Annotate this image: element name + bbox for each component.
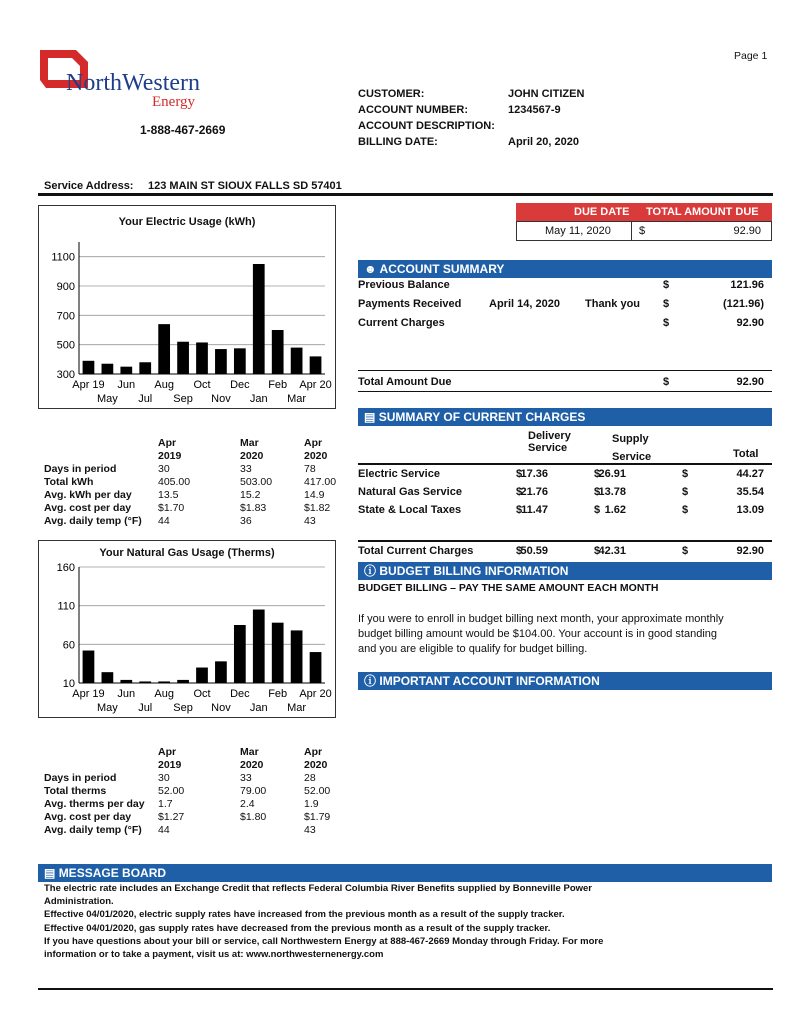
cell-value: 2020 — [240, 758, 264, 771]
page-number: Page 1 — [734, 50, 768, 62]
cell-value: 44 — [158, 823, 170, 836]
electric-usage-chart — [38, 205, 336, 409]
bar-apr-20 — [310, 652, 322, 683]
bar-sep — [177, 680, 189, 683]
bar-mar — [291, 630, 303, 683]
cell-value: $1.80 — [240, 810, 267, 823]
electric-usage-table — [42, 436, 366, 527]
due-values: May 11, 2020 $ 92.90 — [516, 221, 772, 241]
brand-phone: 1-888-467-2669 — [140, 123, 226, 137]
bar-nov — [215, 661, 227, 683]
y-tick-label: 60 — [62, 639, 75, 652]
info-icon: ⓘ — [364, 564, 377, 578]
charge-cell: 1.62 — [604, 504, 626, 516]
charge-row — [358, 504, 772, 522]
charge-cell: $ — [594, 486, 601, 498]
account-summary-header: ☻ ACCOUNT SUMMARY — [358, 260, 772, 278]
cell-value: $1.83 — [240, 501, 267, 514]
y-tick-label: 500 — [56, 339, 75, 352]
x-tick-label: Mar — [287, 393, 307, 405]
account-summary-cell: 121.96 — [730, 279, 764, 291]
table-row — [42, 462, 366, 475]
table-header-row — [42, 449, 366, 462]
y-tick-label: 1100 — [51, 251, 75, 264]
brand-name: NorthWestern — [66, 70, 201, 96]
service-address-value: 123 MAIN ST SIOUX FALLS SD 57401 — [148, 180, 342, 192]
cell-value: 78 — [304, 462, 316, 475]
row-label — [42, 436, 156, 449]
bar-sep — [177, 342, 189, 374]
y-tick-label: 160 — [56, 562, 75, 574]
cell-value: 43 — [304, 514, 316, 527]
charge-cell: Natural Gas Service — [358, 486, 462, 498]
table-row — [42, 797, 366, 810]
document-icon: ▤ — [364, 410, 376, 424]
charge-cell: 35.54 — [736, 486, 764, 498]
charge-cell: $ — [516, 486, 523, 498]
row-label: Avg. daily temp (°F) — [44, 823, 142, 836]
x-tick-label: Dec — [230, 688, 250, 700]
account-summary-cell: Current Charges — [358, 317, 445, 329]
charge-cell: $ — [594, 468, 601, 480]
row-label: Days in period — [44, 771, 117, 784]
charge-cell: 17.36 — [520, 468, 548, 480]
x-tick-label: Apr 19 — [72, 688, 105, 700]
x-tick-label: Nov — [211, 393, 231, 405]
x-tick-label: Apr 20 — [299, 688, 332, 700]
cell-value: 417.00 — [304, 475, 337, 488]
cell-value: $1.79 — [304, 810, 331, 823]
x-tick-label: Feb — [268, 688, 288, 700]
account-summary-cell: $ — [663, 298, 670, 310]
cell-value — [238, 823, 302, 836]
table-row — [42, 771, 366, 784]
table-header-row — [42, 436, 366, 449]
budget-text: If you were to enroll in budget billing next month, your approximate monthly budget billing amount would be $104.00. Your account is in good standing and you are eligible to qualify for budget billing. — [358, 613, 724, 655]
table-row — [42, 784, 366, 797]
account-summary-row — [358, 298, 772, 317]
x-tick-label: Aug — [154, 379, 174, 391]
cell-value: 2019 — [158, 449, 182, 462]
cell-value: 1.9 — [304, 797, 319, 810]
current-charges-header: ▤ SUMMARY OF CURRENT CHARGES — [358, 408, 772, 426]
cell-value: Mar — [240, 436, 259, 449]
x-tick-label: Oct — [193, 379, 211, 391]
charge-cell: $ — [682, 468, 689, 480]
bar-may — [102, 364, 114, 374]
cell-value: Apr — [304, 436, 323, 449]
x-tick-label: Apr 20 — [299, 379, 332, 391]
charge-row — [358, 486, 772, 504]
electric-chart-plot — [39, 206, 335, 408]
account-summary-row — [358, 279, 772, 298]
bar-jan — [253, 610, 265, 683]
bar-jul — [139, 362, 151, 374]
cell-value: Apr — [158, 745, 177, 758]
cell-value: Apr — [158, 436, 177, 449]
cell-value: 33 — [240, 462, 252, 475]
x-tick-label: Apr 19 — [72, 379, 105, 391]
total-amount-due-row: Total Amount Due $ 92.90 — [358, 376, 764, 388]
brand-subname: Energy — [152, 94, 196, 110]
x-tick-label: Oct — [193, 688, 211, 700]
x-tick-label: Jul — [138, 702, 153, 714]
bar-jun — [120, 680, 132, 683]
gas-chart-title: Your Natural Gas Usage (Therms) — [99, 547, 275, 559]
x-tick-label: May — [96, 393, 118, 405]
bar-mar — [291, 348, 303, 374]
charge-cell: Electric Service — [358, 468, 440, 480]
cell-value: Mar — [240, 745, 259, 758]
charge-cell: State & Local Taxes — [358, 504, 462, 516]
x-tick-label: Jan — [249, 393, 268, 405]
message-board-header: ▤ MESSAGE BOARD — [38, 864, 772, 882]
charge-cell: 13.78 — [598, 486, 626, 498]
cell-value: 2020 — [304, 449, 328, 462]
x-tick-label: Jul — [138, 393, 153, 405]
account-summary-rows — [358, 279, 772, 336]
service-address-label: Service Address: — [44, 180, 134, 192]
account-summary-cell: Payments Received — [358, 298, 462, 310]
y-tick-label: 300 — [56, 369, 75, 381]
info-icon: ⓘ — [364, 674, 377, 688]
row-label: Days in period — [44, 462, 117, 475]
y-tick-label: 900 — [56, 281, 75, 293]
account-summary-row — [358, 317, 772, 336]
table-row — [42, 810, 366, 823]
bar-apr-20 — [310, 356, 322, 374]
row-label — [42, 449, 156, 462]
cell-value: $1.82 — [304, 501, 331, 514]
delivery-service-header: Delivery Service — [528, 430, 571, 454]
cell-value: $1.70 — [158, 501, 185, 514]
user-icon: ☻ — [364, 262, 377, 276]
charge-cell: 44.27 — [736, 468, 764, 480]
y-tick-label: 700 — [56, 310, 75, 323]
table-row — [42, 514, 366, 527]
cell-value: 2019 — [158, 758, 182, 771]
cell-value: 52.00 — [158, 784, 185, 797]
account-summary-cell: $ — [663, 317, 670, 329]
bar-nov — [215, 349, 227, 374]
cell-value: 405.00 — [158, 475, 191, 488]
account-summary-cell: 92.90 — [736, 317, 764, 329]
x-tick-label: Jan — [249, 702, 268, 714]
x-tick-label: Dec — [230, 379, 250, 391]
bar-dec — [234, 348, 246, 374]
row-label: Avg. cost per day — [44, 810, 132, 823]
charge-cell: $ — [516, 468, 523, 480]
charge-cell: $ — [682, 486, 689, 498]
charge-cell: 13.09 — [736, 504, 764, 516]
x-tick-label: Jun — [117, 379, 136, 391]
account-summary-cell: (121.96) — [723, 298, 764, 310]
charge-cell: 26.91 — [598, 468, 626, 480]
customer-labels: CUSTOMER: ACCOUNT NUMBER: ACCOUNT DESCRIPTION: BILLING DATE: — [358, 88, 495, 148]
account-summary-cell: $ — [663, 279, 670, 291]
row-label: Avg. kWh per day — [44, 488, 132, 501]
bar-apr-19 — [83, 651, 95, 683]
row-label: Total kWh — [44, 475, 94, 488]
bar-apr-19 — [83, 361, 95, 374]
cell-value: 28 — [304, 771, 316, 784]
electric-chart-title: Your Electric Usage (kWh) — [118, 216, 256, 228]
x-tick-label: Jun — [117, 688, 136, 700]
cell-value: 33 — [240, 771, 252, 784]
bar-may — [102, 672, 114, 683]
y-tick-label: 110 — [57, 600, 75, 613]
bar-feb — [272, 330, 284, 374]
account-summary-cell: Thank you — [585, 298, 641, 310]
table-row — [42, 501, 366, 514]
charge-cell: $ — [516, 504, 523, 516]
cell-value: 30 — [158, 462, 170, 475]
important-info-header: ⓘ IMPORTANT ACCOUNT INFORMATION — [358, 672, 772, 690]
row-label: Avg. cost per day — [44, 501, 132, 514]
cell-value: 36 — [240, 514, 252, 527]
charge-cell: 21.76 — [520, 486, 548, 498]
bar-feb — [272, 623, 284, 683]
bar-jul — [139, 681, 151, 683]
bar-dec — [234, 625, 246, 683]
row-label — [42, 745, 156, 758]
charge-cell: $ — [682, 504, 689, 516]
message-lines: The electric rate includes an Exchange Credit that reflects Federal Columbia River Benefits supplied by Bonneville Power Administration. Effective 04/01/2020, electric supply rates have increased from the previous month as a result of the supply tracker. Effective 04/01/2020, gas supply rates have decreased from the previous month as a result of the supply tracker. If you have questions about your bill or service, call Northwestern Energy at 888-467-2669 Monday through Friday. For more information or to take a payment, visit us at: www.northwesternenergy.com — [44, 883, 604, 961]
bar-jun — [120, 367, 132, 374]
cell-value: Apr — [304, 745, 323, 758]
table-header-row — [42, 758, 366, 771]
table-header-row — [42, 745, 366, 758]
x-tick-label: May — [96, 702, 118, 714]
cell-value: 30 — [158, 771, 170, 784]
clipboard-icon: ▤ — [44, 866, 56, 880]
account-summary-cell: Previous Balance — [358, 279, 450, 291]
cell-value: 15.2 — [240, 488, 261, 501]
current-charges-rows — [358, 468, 772, 522]
x-tick-label: Sep — [173, 702, 193, 714]
row-label: Total therms — [44, 784, 107, 797]
bar-oct — [196, 342, 208, 374]
row-label: Avg. daily temp (°F) — [44, 514, 142, 527]
gas-usage-chart — [38, 540, 336, 718]
cell-value: 2020 — [304, 758, 328, 771]
x-tick-label: Nov — [211, 702, 231, 714]
cell-value: 52.00 — [304, 784, 331, 797]
bar-jan — [253, 264, 265, 374]
y-tick-label: 10 — [62, 678, 75, 690]
total-header: Total — [733, 448, 759, 460]
row-label: Avg. therms per day — [44, 797, 145, 810]
budget-heading: BUDGET BILLING – PAY THE SAME AMOUNT EACH MONTH — [358, 582, 659, 594]
account-summary-cell: April 14, 2020 — [489, 298, 560, 310]
cell-value: 79.00 — [240, 784, 267, 797]
customer-values: JOHN CITIZEN 1234567-9 April 20, 2020 — [508, 88, 585, 148]
cell-value: 13.5 — [158, 488, 179, 501]
bar-aug — [158, 324, 170, 374]
cell-value: $1.27 — [158, 810, 185, 823]
cell-value: 503.00 — [240, 475, 273, 488]
gas-chart-plot — [39, 541, 335, 717]
cell-value: 2.4 — [240, 797, 255, 810]
table-row — [42, 488, 366, 501]
x-tick-label: Mar — [287, 702, 307, 714]
row-label — [42, 758, 156, 771]
x-tick-label: Aug — [154, 688, 174, 700]
charge-row — [358, 468, 772, 486]
total-current-charges-row: Total Current Charges $ 50.59 $ 42.31 $ 92.90 — [358, 545, 764, 557]
cell-value: 2020 — [240, 449, 264, 462]
bar-oct — [196, 668, 208, 683]
cell-value: 14.9 — [304, 488, 325, 501]
bar-aug — [158, 681, 170, 683]
charge-cell: 11.47 — [521, 504, 548, 516]
table-row — [42, 823, 366, 836]
cell-value: 44 — [158, 514, 170, 527]
x-tick-label: Sep — [173, 393, 193, 405]
table-row — [42, 475, 366, 488]
supply-service-header: Supply Service — [612, 433, 652, 463]
charge-cell: $ — [594, 504, 601, 516]
gas-usage-table — [42, 745, 366, 836]
due-header: DUE DATE TOTAL AMOUNT DUE — [516, 203, 772, 221]
x-tick-label: Feb — [268, 379, 288, 391]
cell-value: 43 — [304, 823, 316, 836]
budget-billing-header: ⓘ BUDGET BILLING INFORMATION — [358, 562, 772, 580]
cell-value: 1.7 — [158, 797, 173, 810]
